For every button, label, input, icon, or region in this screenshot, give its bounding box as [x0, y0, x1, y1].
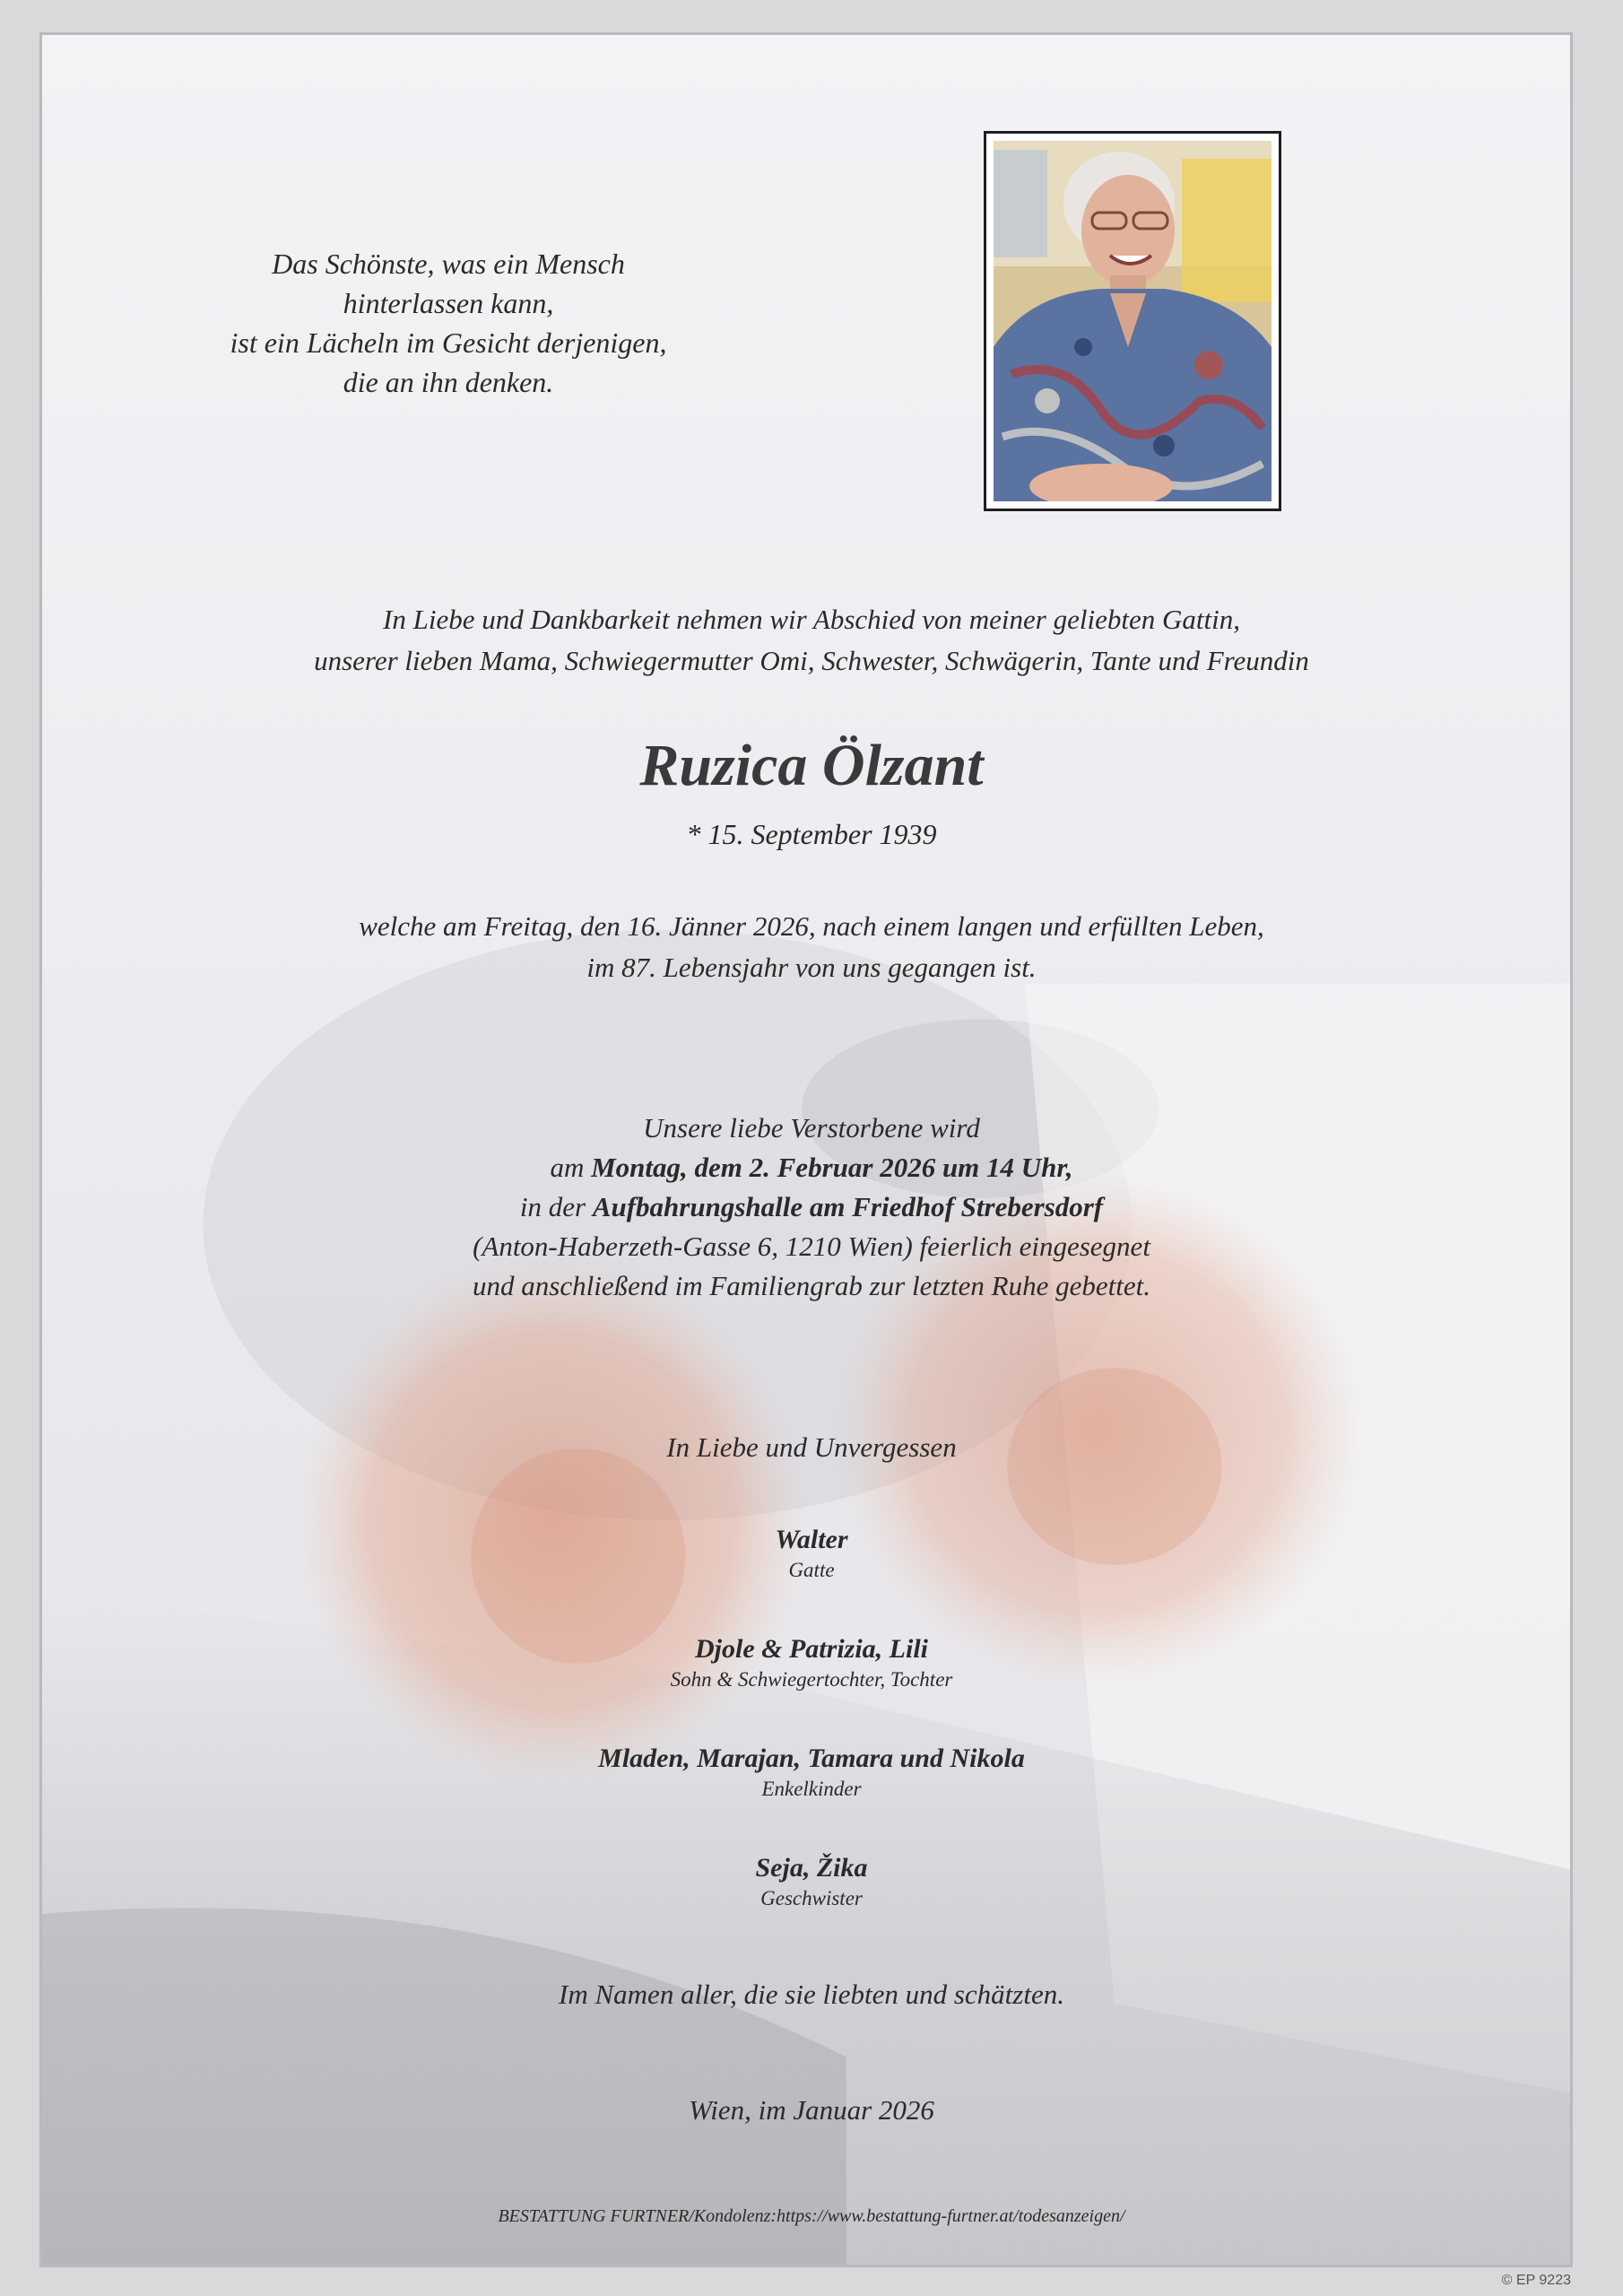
funeral-date: Montag, dem 2. Februar 2026 um 14 Uhr,: [591, 1152, 1073, 1183]
quote-line: hinterlassen kann,: [343, 287, 554, 319]
mourner-relation: Gatte: [788, 1559, 835, 1581]
mourner-relation: Sohn & Schwiegertochter, Tochter: [670, 1668, 953, 1691]
mourner-relation: Enkelkinder: [761, 1778, 862, 1800]
funeral-text: am: [550, 1152, 592, 1183]
funeral-details: [0, 1109, 1623, 1306]
funeral-text: in der: [519, 1191, 593, 1222]
birth-date: * 15. September 1939: [686, 818, 937, 850]
funeral-line: und anschließend im Familiengrab zur letzten Ruhe gebettet.: [473, 1270, 1150, 1301]
memorial-quote: [0, 244, 897, 402]
print-code: © EP 9223: [1501, 2273, 1571, 2288]
funeral-home-footer: BESTATTUNG FURTNER/Kondolenz:https://www.bestattung-furtner.at/todesanzeigen/: [498, 2206, 1125, 2226]
funeral-line: (Anton-Haberzeth-Gasse 6, 1210 Wien) feierlich eingesegnet: [473, 1231, 1150, 1262]
death-statement: [0, 906, 1623, 988]
intro-line: In Liebe und Dankbarkeit nehmen wir Abschied von meiner geliebten Gattin,: [383, 604, 1240, 635]
intro-line: unserer lieben Mama, Schwiegermutter Omi, Schwester, Schwägerin, Tante und Freundin: [314, 645, 1309, 676]
quote-line: die an ihn denken.: [343, 366, 554, 398]
in-love-line: In Liebe und Unvergessen: [666, 1431, 957, 1463]
quote-line: ist ein Lächeln im Gesicht derjenigen,: [230, 326, 667, 359]
quote-line: Das Schönste, was ein Mensch: [272, 248, 625, 280]
farewell-intro: [0, 599, 1623, 682]
deceased-name: Ruzica Ölzant: [639, 733, 984, 798]
portrait-photo: [984, 131, 1281, 511]
funeral-line: [0, 1148, 1623, 1187]
mourner-entry: [0, 1634, 1623, 1692]
mourner-name: Seja, Žika: [755, 1853, 868, 1883]
mourner-relation: Geschwister: [760, 1887, 863, 1909]
place-date: Wien, im Januar 2026: [689, 2094, 934, 2126]
death-line: im 87. Lebensjahr von uns gegangen ist.: [586, 952, 1037, 983]
closing-line: Im Namen aller, die sie liebten und schätzten.: [559, 1979, 1064, 2010]
mourner-name: Mladen, Marajan, Tamara und Nikola: [598, 1744, 1025, 1773]
mourner-entry: [0, 1744, 1623, 1801]
mourner-entry: [0, 1525, 1623, 1582]
death-line: welche am Freitag, den 16. Jänner 2026, nach einem langen und erfüllten Leben,: [359, 910, 1264, 942]
portrait-image: [994, 141, 1271, 501]
funeral-line: [0, 1187, 1623, 1227]
funeral-location: Aufbahrungshalle am Friedhof Strebersdorf: [592, 1191, 1104, 1222]
mourner-name: Djole & Patrizia, Lili: [695, 1634, 928, 1664]
funeral-line: Unsere liebe Verstorbene wird: [643, 1112, 980, 1144]
mourner-entry: [0, 1853, 1623, 1910]
mourner-name: Walter: [775, 1525, 848, 1554]
